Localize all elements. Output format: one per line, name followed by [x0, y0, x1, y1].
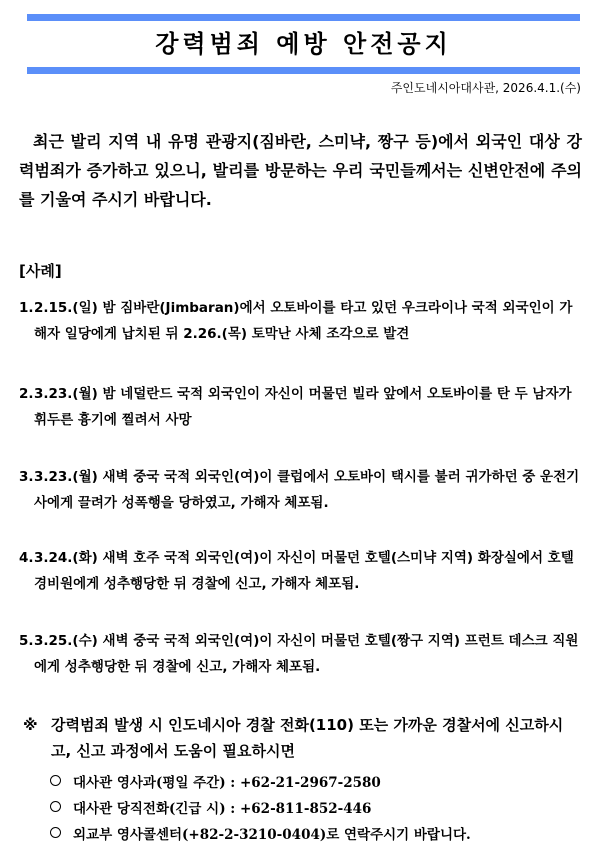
page-title: 강력범죄 예방 안전공지 [155, 30, 452, 58]
bottom-rule [27, 67, 580, 74]
emergency-notice [19, 712, 582, 764]
intro-paragraph: 최근 발리 지역 내 유명 관광지(짐바란, 스미냑, 짱구 등)에서 외국인 대상 강력범죄가 증가하고 있으니, 발리를 방문하는 우리 국민들께서는 신변안전에 주의를 기울여 주시기 바랍니다. [19, 132, 582, 209]
contact-text: 대사관 영사과(평일 주간) : +62-21-2967-2580 [73, 775, 381, 791]
case-item [19, 545, 582, 597]
circle-bullet-icon [50, 775, 61, 786]
case-text: 2.15.(일) 밤 짐바란(Jimbaran)에서 오토바이를 타고 있던 우크라이나 국적 외국인이 가해자 일당에게 납치된 뒤 2.26.(목) 토막난 사체 조각으로 발견 [34, 300, 573, 342]
contact-text: 대사관 당직전화(긴급 시) : +62-811-852-446 [73, 801, 372, 817]
case-number: 4. [19, 550, 34, 566]
case-item [19, 295, 582, 347]
reference-mark-icon: ※ [23, 716, 38, 734]
cases-heading: [사례] [19, 262, 62, 280]
contact-item [50, 796, 471, 822]
case-number: 3. [19, 469, 34, 485]
dateline: 주인도네시아대사관, 2026.4.1.(수) [390, 81, 581, 95]
case-text: 3.24.(화) 새벽 호주 국적 외국인(여)이 자신이 머물던 호텔(스미냑 지역) 화장실에서 호텔 경비원에게 성추행당한 뒤 경찰에 신고, 가해자 체포됨. [34, 550, 574, 592]
contact-text: 외교부 영사콜센터(+82-2-3210-0404)로 연락주시기 바랍니다. [73, 827, 471, 843]
case-number: 2. [19, 386, 34, 402]
case-text: 3.25.(수) 새벽 중국 국적 외국인(여)이 자신이 머물던 호텔(짱구 지역) 프런트 데스크 직원에게 성추행당한 뒤 경찰에 신고, 가해자 체포됨. [34, 633, 579, 675]
circle-bullet-icon [50, 827, 61, 838]
case-number: 5. [19, 633, 34, 649]
top-rule [27, 14, 580, 21]
contact-item [50, 770, 471, 796]
circle-bullet-icon [50, 801, 61, 812]
case-item [19, 464, 582, 516]
case-item [19, 381, 582, 433]
case-number: 1. [19, 300, 34, 316]
notice-text: 강력범죄 발생 시 인도네시아 경찰 전화(110) 또는 가까운 경찰서에 신고하시고, 신고 과정에서 도움이 필요하시면 [51, 716, 564, 760]
contact-list [50, 770, 471, 848]
case-text: 3.23.(월) 밤 네덜란드 국적 외국인이 자신이 머물던 빌라 앞에서 오토바이를 탄 두 남자가 휘두른 흉기에 찔려서 사망 [34, 386, 572, 428]
case-text: 3.23.(월) 새벽 중국 국적 외국인(여)이 클럽에서 오토바이 택시를 불러 귀가하던 중 운전기사에게 끌려가 성폭행을 당하였고, 가해자 체포됨. [34, 469, 580, 511]
case-item [19, 628, 582, 680]
contact-item [50, 822, 471, 848]
